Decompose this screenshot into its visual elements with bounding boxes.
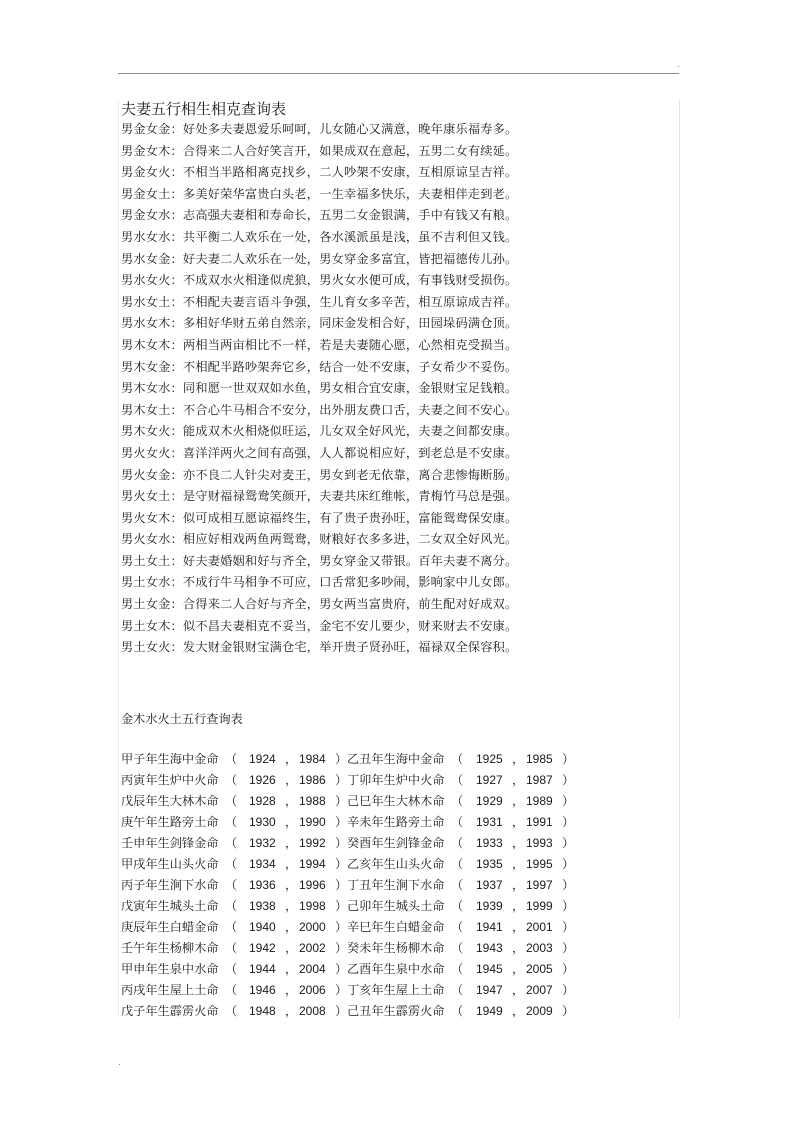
paren-open: （	[451, 920, 464, 934]
paren-open: （	[451, 857, 464, 871]
year-right-1: 1945	[476, 962, 503, 976]
nayin-name-right: 己巳年生大林木命	[347, 794, 445, 808]
compatibility-row: 男金女金：好处多夫妻恩爱乐呵呵，儿女随心又满意，晚年康乐福寿多。	[121, 122, 518, 136]
comma: ，	[512, 899, 525, 913]
compatibility-row: 男火女木：似可成相互愿谅福终生，有了贵子贵孙旺，富能鸳鸯保安康。	[121, 510, 518, 525]
paren-close: ）	[562, 857, 575, 871]
paren-close: ）	[335, 836, 348, 850]
nayin-name-right: 丁卯年生炉中火命	[347, 773, 445, 787]
year-right-2: 2005	[526, 962, 553, 976]
year-left-1: 1948	[249, 1004, 276, 1018]
comma: ，	[285, 899, 298, 913]
paren-close: ）	[562, 815, 575, 829]
year-right-2: 1995	[526, 857, 553, 871]
paren-close: ）	[562, 773, 575, 787]
paren-close: ）	[562, 794, 575, 808]
year-left-1: 1936	[249, 878, 276, 892]
compatibility-row: 男水女火：不成双水火相逢似虎狼，男火女水便可成，有事钱财受损伤。	[121, 273, 518, 288]
compatibility-row: 男水女土：不相配夫妻言语斗争强，生儿育女多辛苦，相互原谅成吉祥。	[121, 294, 518, 309]
compatibility-row: 男土女火：发大财金银财宝满仓宅，举开贵子贤孙旺，福禄双全保容积。	[121, 640, 518, 655]
compatibility-row: 男火女金：亦不良二人针尖对麦王，男女到老无依靠，离合悲惨悔断肠。	[121, 467, 518, 482]
year-right-1: 1941	[476, 920, 503, 934]
paren-open: （	[225, 962, 238, 976]
compatibility-row: 男木女水：同和愿一世双双如水鱼，男女相合宜安康，金银财宝足钱粮。	[121, 381, 518, 396]
compatibility-row: 男木女金：不相配半路吵架奔它乡，结合一处不安康，子女希少不妥伤。	[121, 359, 518, 374]
paren-close: ）	[562, 836, 575, 850]
paren-open: （	[225, 836, 238, 850]
nayin-name-left: 甲申年生泉中水命	[121, 962, 219, 976]
comma: ，	[285, 941, 298, 955]
year-left-2: 2006	[299, 983, 326, 997]
nayin-name-right: 癸未年生杨柳木命	[347, 941, 445, 955]
paren-open: （	[451, 878, 464, 892]
paren-close: ）	[562, 962, 575, 976]
year-left-1: 1930	[249, 815, 276, 829]
year-left-1: 1932	[249, 836, 276, 850]
nayin-row	[121, 791, 591, 812]
paren-open: （	[451, 899, 464, 913]
year-left-2: 1984	[299, 752, 326, 766]
year-left-2: 1994	[299, 857, 326, 871]
comma: ，	[285, 983, 298, 997]
compatibility-row: 男火女火：喜洋洋两火之间有高强，人人都说相应好，到老总是不安康。	[121, 445, 518, 460]
nayin-name-left: 戊辰年生大林木命	[121, 794, 219, 808]
year-right-1: 1931	[476, 815, 503, 829]
paren-open: （	[451, 941, 464, 955]
nayin-name-right: 乙酉年生泉中水命	[347, 962, 445, 976]
paren-open: （	[225, 941, 238, 955]
year-right-2: 1993	[526, 836, 553, 850]
year-left-1: 1938	[249, 899, 276, 913]
paren-open: （	[451, 1004, 464, 1018]
paren-open: （	[451, 962, 464, 976]
nayin-name-left: 甲戌年生山头火命	[121, 857, 219, 871]
comma: ，	[512, 920, 525, 934]
compatibility-row: 男土女木：似不昌夫妻相克不妥当，金宅不安儿要少，财来财去不安康。	[121, 618, 518, 633]
paren-open: （	[225, 878, 238, 892]
paren-open: （	[451, 773, 464, 787]
comma: ，	[512, 752, 525, 766]
comma: ，	[285, 794, 298, 808]
left-margin-rule	[118, 100, 119, 1018]
year-right-2: 1999	[526, 899, 553, 913]
compatibility-row: 男水女金：好夫妻二人欢乐在一处，男女穿金多富宜，皆把福德传儿孙。	[121, 251, 518, 266]
year-left-2: 2004	[299, 962, 326, 976]
nayin-name-right: 乙亥年生山头火命	[347, 857, 445, 871]
year-right-2: 2001	[526, 920, 553, 934]
comma: ，	[512, 983, 525, 997]
paren-open: （	[225, 794, 238, 808]
year-right-2: 1991	[526, 815, 553, 829]
comma: ，	[285, 836, 298, 850]
compatibility-row: 男金女土：多美好荣华富贵白头老，一生幸福多快乐，夫妻相伴走到老。	[121, 186, 518, 201]
year-right-1: 1943	[476, 941, 503, 955]
paren-close: ）	[562, 752, 575, 766]
comma: ，	[285, 878, 298, 892]
year-right-2: 2009	[526, 1004, 553, 1018]
year-right-2: 1985	[526, 752, 553, 766]
section-couple-compatibility	[121, 99, 681, 659]
year-left-1: 1926	[249, 773, 276, 787]
year-left-2: 2002	[299, 941, 326, 955]
compatibility-row: 男木女火：能成双木火相烧似旺运，儿女双全好风光，夫妻之间都安康。	[121, 424, 518, 439]
year-right-1: 1937	[476, 878, 503, 892]
nayin-name-right: 癸酉年生剑锋金命	[347, 836, 445, 850]
comma: ，	[512, 857, 525, 871]
year-left-2: 2008	[299, 1004, 326, 1018]
nayin-row	[121, 896, 591, 917]
year-right-1: 1935	[476, 857, 503, 871]
paren-close: ）	[562, 1004, 575, 1018]
comma: ，	[285, 773, 298, 787]
paren-open: （	[225, 1004, 238, 1018]
comma: ，	[285, 815, 298, 829]
paren-close: ）	[335, 815, 348, 829]
nayin-name-right: 己卯年生城头土命	[347, 899, 445, 913]
paren-open: （	[451, 752, 464, 766]
compatibility-row: 男土女土：好夫妻婚姻和好与齐全，男女穿金又带银。百年夫妻不离分。	[121, 553, 518, 568]
year-right-2: 1997	[526, 878, 553, 892]
nayin-name-right: 辛巳年生白蜡金命	[347, 920, 445, 934]
compatibility-row: 男火女土：是守财福禄鸳鸯笑颜开，夫妻共床红维帐，青梅竹马总是强。	[121, 489, 518, 504]
comma: ，	[285, 962, 298, 976]
year-right-2: 1987	[526, 773, 553, 787]
paren-close: ）	[335, 962, 348, 976]
compatibility-row: 男土女金：合得来二人合好与齐全，男女两当富贵府，前生配对好成双。	[121, 597, 518, 612]
comma: ，	[512, 878, 525, 892]
paren-close: ）	[562, 899, 575, 913]
compatibility-row: 男木女土：不合心牛马相合不安分，出外朋友费口舌，夫妻之间不安心。	[121, 402, 518, 417]
compatibility-row: 男土女水：不成行牛马相争不可应，口舌常犯多吵闹，影响家中儿女郎。	[121, 575, 518, 590]
nayin-name-left: 戊寅年生城头土命	[121, 899, 219, 913]
section-title-nayin: 金木水火土五行查询表	[121, 712, 243, 726]
nayin-row	[121, 938, 591, 959]
compatibility-row: 男金女火：不相当半路相离克找乡，二人吵架不安康，互相原谅呈吉祥。	[121, 165, 518, 180]
comma: ，	[512, 962, 525, 976]
nayin-name-left: 壬午年生杨柳木命	[121, 941, 219, 955]
nayin-name-left: 庚午年生路旁土命	[121, 815, 219, 829]
paren-close: ）	[335, 899, 348, 913]
year-left-1: 1924	[249, 752, 276, 766]
paren-close: ）	[335, 773, 348, 787]
paren-open: （	[451, 983, 464, 997]
year-right-1: 1949	[476, 1004, 503, 1018]
year-left-2: 1996	[299, 878, 326, 892]
year-left-2: 1990	[299, 815, 326, 829]
comma: ，	[512, 815, 525, 829]
paren-open: （	[451, 794, 464, 808]
nayin-name-left: 戊子年生霹雳火命	[121, 1004, 219, 1018]
paren-close: ）	[562, 878, 575, 892]
comma: ，	[285, 920, 298, 934]
nayin-name-right: 辛未年生路旁土命	[347, 815, 445, 829]
nayin-row	[121, 917, 591, 938]
year-right-1: 1929	[476, 794, 503, 808]
year-left-2: 1992	[299, 836, 326, 850]
nayin-row	[121, 1001, 591, 1022]
year-right-1: 1927	[476, 773, 503, 787]
paren-open: （	[225, 752, 238, 766]
nayin-name-left: 庚辰年生白蜡金命	[121, 920, 219, 934]
year-left-1: 1934	[249, 857, 276, 871]
comma: ，	[285, 752, 298, 766]
year-right-2: 2007	[526, 983, 553, 997]
year-left-1: 1942	[249, 941, 276, 955]
nayin-name-left: 壬申年生剑锋金命	[121, 836, 219, 850]
year-left-2: 1998	[299, 899, 326, 913]
nayin-name-left: 丙寅年生炉中火命	[121, 773, 219, 787]
year-left-1: 1928	[249, 794, 276, 808]
paren-open: （	[225, 899, 238, 913]
nayin-row	[121, 959, 591, 980]
nayin-table	[121, 749, 591, 1022]
paren-open: （	[451, 836, 464, 850]
paren-close: ）	[562, 983, 575, 997]
year-left-2: 2000	[299, 920, 326, 934]
nayin-name-left: 丙子年生涧下水命	[121, 878, 219, 892]
year-right-1: 1925	[476, 752, 503, 766]
paren-close: ）	[562, 920, 575, 934]
comma: ，	[512, 773, 525, 787]
nayin-row	[121, 812, 591, 833]
paren-close: ）	[335, 920, 348, 934]
paren-open: （	[225, 773, 238, 787]
year-right-1: 1939	[476, 899, 503, 913]
nayin-name-right: 丁丑年生涧下水命	[347, 878, 445, 892]
year-right-2: 2003	[526, 941, 553, 955]
paren-close: ）	[335, 857, 348, 871]
section-title-couple: 夫妻五行相生相克查询表	[121, 100, 287, 118]
paren-open: （	[451, 815, 464, 829]
compatibility-row: 男水女木：多相好华财五弟自然亲，同床金发相合好，田园垛码满仓顶。	[121, 316, 518, 331]
paren-close: ）	[335, 983, 348, 997]
year-left-1: 1944	[249, 962, 276, 976]
paren-open: （	[225, 815, 238, 829]
paren-close: ）	[335, 752, 348, 766]
nayin-row	[121, 875, 591, 896]
nayin-row	[121, 770, 591, 791]
paren-open: （	[225, 857, 238, 871]
header-dot: .	[677, 60, 680, 69]
paren-close: ）	[335, 878, 348, 892]
compatibility-list	[121, 119, 681, 659]
year-right-1: 1933	[476, 836, 503, 850]
year-left-2: 1986	[299, 773, 326, 787]
nayin-name-right: 丁亥年生屋上土命	[347, 983, 445, 997]
compatibility-row: 男金女木：合得来二人合好笑言开，如果成双在意起，五男二女有续延。	[121, 143, 518, 158]
nayin-row	[121, 833, 591, 854]
year-left-1: 1940	[249, 920, 276, 934]
paren-close: ）	[335, 941, 348, 955]
nayin-name-right: 乙丑年生海中金命	[347, 752, 445, 766]
nayin-row	[121, 980, 591, 1001]
compatibility-row: 男水女水：共平衡二人欢乐在一处，各水溪派虽是浅，虽不吉利但又钱。	[121, 229, 518, 244]
nayin-name-left: 丙戌年生屋上土命	[121, 983, 219, 997]
year-right-1: 1947	[476, 983, 503, 997]
comma: ，	[512, 836, 525, 850]
nayin-name-left: 甲子年生海中金命	[121, 752, 219, 766]
nayin-name-right: 己丑年生霹雳火命	[347, 1004, 445, 1018]
comma: ，	[512, 794, 525, 808]
compatibility-row: 男金女水：志高强夫妻相和寿命长，五男二女金银满，手中有钱又有粮。	[121, 208, 518, 223]
nayin-row	[121, 854, 591, 875]
comma: ，	[285, 1004, 298, 1018]
comma: ，	[285, 857, 298, 871]
year-left-1: 1946	[249, 983, 276, 997]
compatibility-row: 男木女木：两相当两亩相比不一样，若是夫妻随心愿，心然相克受损当。	[121, 337, 518, 352]
year-left-2: 1988	[299, 794, 326, 808]
footer-dot: .	[118, 1058, 121, 1067]
comma: ，	[512, 941, 525, 955]
paren-close: ）	[562, 941, 575, 955]
paren-open: （	[225, 920, 238, 934]
comma: ，	[512, 1004, 525, 1018]
paren-close: ）	[335, 794, 348, 808]
nayin-row	[121, 749, 591, 770]
header-rule	[118, 73, 679, 74]
paren-open: （	[225, 983, 238, 997]
paren-close: ）	[335, 1004, 348, 1018]
year-right-2: 1989	[526, 794, 553, 808]
compatibility-row: 男火女水：相应好相戏两鱼两鸳鸯，财粮好衣多多进，二女双全好风光。	[121, 532, 518, 547]
